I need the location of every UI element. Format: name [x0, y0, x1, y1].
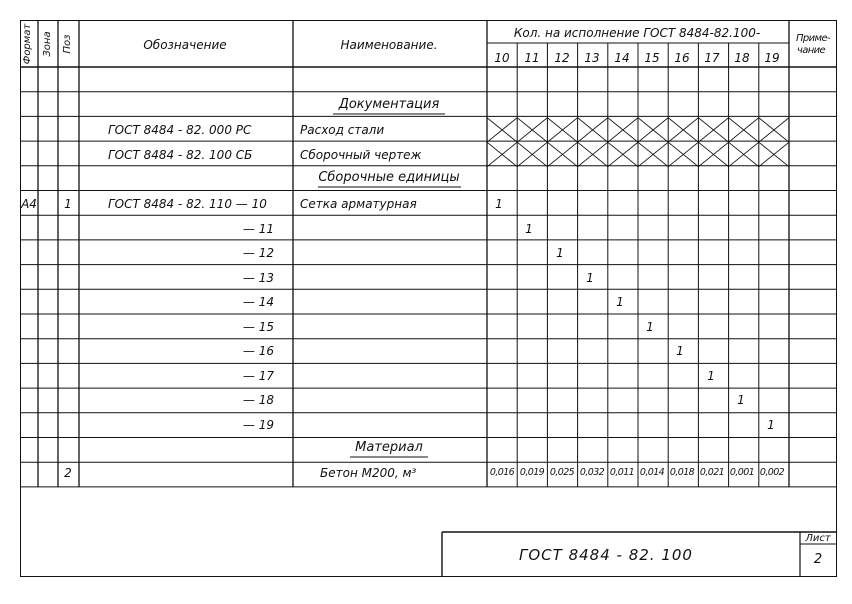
material-value-19: 0,002: [759, 467, 785, 478]
qty-15: 1: [646, 320, 654, 334]
suffix-19: — 19: [242, 418, 274, 432]
qty-17: 1: [707, 369, 715, 383]
header-note-line2: чание: [796, 45, 826, 56]
assembly-pos: 1: [64, 197, 72, 211]
header-qty-title: Кол. на исполнение ГОСТ 8484-82.100-: [513, 26, 761, 40]
suffix-15: — 15: [242, 320, 274, 334]
header-format: Формат: [22, 23, 33, 65]
section-material: Материал: [355, 440, 423, 455]
variant-18: 18: [734, 51, 750, 65]
qty-14: 1: [616, 295, 624, 309]
qty-11: 1: [525, 222, 533, 236]
qty-12: 1: [556, 246, 564, 260]
variant-17: 17: [704, 51, 720, 65]
sheet-number: 2: [813, 552, 823, 567]
variant-14: 14: [614, 51, 630, 65]
suffix-13: — 13: [242, 271, 274, 285]
variant-11: 11: [524, 51, 540, 65]
header-note-line1: Приме-: [795, 33, 831, 44]
doc-designation-1: ГОСТ 8484 - 82. 000 РС: [108, 123, 252, 137]
material-name: Бетон М200, м³: [320, 466, 417, 480]
section-documentation: Документация: [338, 97, 440, 112]
variant-16: 16: [674, 51, 690, 65]
material-value-15: 0,014: [639, 467, 665, 478]
material-value-11: 0,019: [519, 467, 545, 478]
section-assembly-units: Сборочные единицы: [318, 170, 460, 185]
material-value-13: 0,032: [579, 467, 605, 478]
qty-13: 1: [586, 271, 594, 285]
variant-19: 19: [764, 51, 780, 65]
header-zone: Зона: [42, 31, 53, 57]
suffix-14: — 14: [242, 295, 274, 309]
assembly-name: Сетка арматурная: [300, 197, 417, 211]
qty-16: 1: [676, 344, 684, 358]
material-pos: 2: [64, 466, 72, 480]
material-value-10: 0,016: [489, 467, 515, 478]
sheet-label: Лист: [805, 533, 831, 544]
variant-10: 10: [494, 51, 510, 65]
qty-19: 1: [767, 418, 775, 432]
qty-10: 1: [495, 197, 503, 211]
header-pos: Поз: [62, 34, 73, 54]
doc-name-2: Сборочный чертеж: [300, 148, 422, 162]
suffix-12: — 12: [242, 246, 274, 260]
assembly-format: А4: [21, 197, 37, 211]
variant-12: 12: [554, 51, 570, 65]
material-value-17: 0,021: [699, 467, 725, 478]
title-block-document: ГОСТ 8484 - 82. 100: [519, 546, 693, 564]
qty-18: 1: [737, 393, 745, 407]
doc-designation-2: ГОСТ 8484 - 82. 100 СБ: [108, 148, 253, 162]
suffix-16: — 16: [242, 344, 274, 358]
suffix-11: — 11: [242, 222, 274, 236]
material-value-12: 0,025: [549, 467, 575, 478]
material-value-16: 0,018: [669, 467, 695, 478]
variant-13: 13: [584, 51, 600, 65]
material-value-18: 0,001: [729, 467, 755, 478]
header-name: Наименование.: [340, 38, 438, 52]
doc-name-1: Расход стали: [300, 123, 385, 137]
suffix-18: — 18: [242, 393, 274, 407]
variant-15: 15: [644, 51, 660, 65]
suffix-17: — 17: [242, 369, 274, 383]
assembly-designation: ГОСТ 8484 - 82. 110 — 10: [108, 197, 267, 211]
header-designation: Обозначение: [143, 38, 227, 52]
material-value-14: 0,011: [609, 467, 635, 478]
